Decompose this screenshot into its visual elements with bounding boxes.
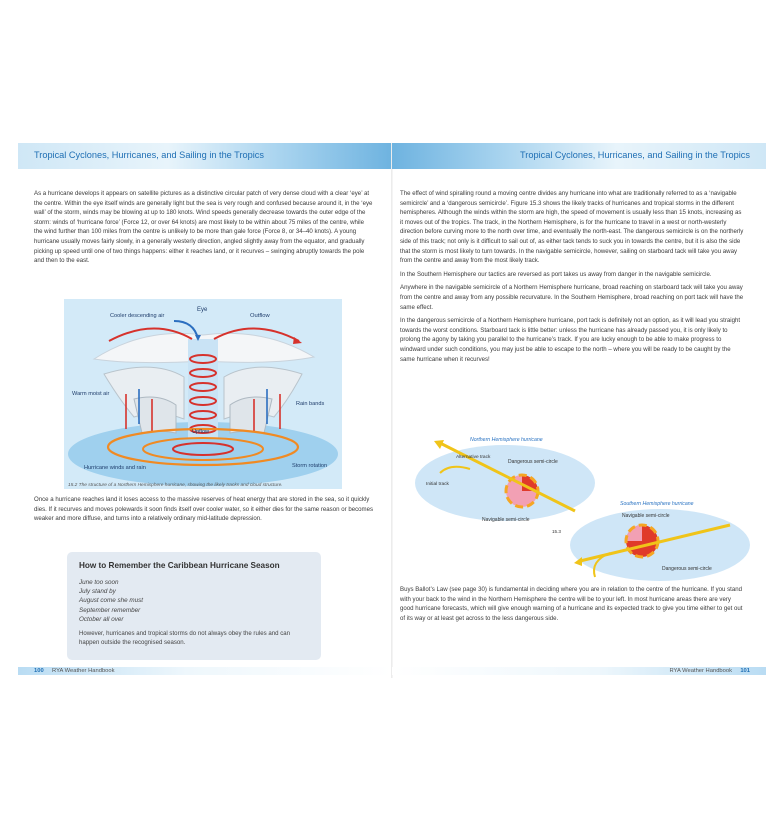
poem-line: August come she must	[79, 597, 144, 605]
right-paragraphs	[400, 189, 746, 368]
box-title: How to Remember the Caribbean Hurricane Season	[79, 561, 280, 570]
page-number: 101	[740, 668, 750, 674]
paragraph-text: In the dangerous semicircle of a Northern Hemisphere hurricane, port tack is definitely not an option, as it will lead you straight towards the worst conditions. Starboard tack is little better: unless the hurricane has already passed you, it is only likely to prolong the agony by taking you parallel to the hurricane’s track. If you are lucky enough to be able to make progress to windward under such conditions, you may just be able to escape to the north – where you will be ready to be caught by the same hurricane when it recurves!	[400, 317, 741, 363]
label-dangerous-nh: Dangerous semi-circle	[508, 459, 558, 465]
left-paragraph-1	[34, 189, 374, 270]
right-page	[392, 143, 766, 678]
right-header-title: Tropical Cyclones, Hurricanes, and Sailing in the Tropics	[520, 150, 750, 160]
label-initial-track: Initial track	[426, 482, 449, 487]
label-navigable-sh: Navigable semi-circle	[622, 513, 670, 519]
page-number: 100	[34, 668, 44, 674]
book-spread	[18, 143, 766, 678]
tracks-illustration	[410, 433, 756, 583]
mnemonic-poem	[79, 578, 143, 624]
hurricane-structure-illustration	[64, 299, 342, 489]
poem-line: June too soon	[79, 579, 119, 586]
left-footer	[18, 665, 392, 676]
left-header-title: Tropical Cyclones, Hurricanes, and Sailing in the Tropics	[34, 150, 264, 160]
right-last-paragraph	[400, 585, 746, 627]
right-footer	[392, 665, 766, 676]
paragraph-text: Buys Ballot’s Law (see page 30) is fundamental in deciding where you are in relation to the centre of the hurricane. If you stand with your back to the wind in the Northern Hemisphere the centre will be to your left. In most hurricane areas there are very good hurricane forecasts, which will give enough warning of a hurricane and its expected track to give you time either to get out of its way or at least get across to the less dangerous side.	[400, 586, 743, 622]
label-alternative-track: Alternative track	[456, 455, 491, 460]
right-header-banner	[392, 143, 766, 169]
poem-line: October all over	[79, 615, 124, 623]
label-dangerous-sh: Dangerous semi-circle	[662, 566, 712, 572]
paragraph-text: Anywhere in the navigable semicircle of a Northern Hemisphere hurricane, broad reaching on starboard tack will take you away from the centre and away from any possible recurvature. In the Southern Hemisphere, broad reaching on port tack will have the same effect.	[400, 284, 744, 311]
sh-storm-icon	[626, 525, 658, 557]
footer-title: RYA Weather Handbook	[669, 668, 732, 674]
label-warm-moist-air: Warm moist air	[72, 391, 110, 397]
poem-line: September remember	[79, 606, 141, 614]
label-nh-title: Northern Hemisphere hurricane	[470, 437, 543, 443]
label-cooler-descending-air: Cooler descending air	[110, 313, 165, 319]
paragraph-text: The effect of wind spiralling round a moving centre divides any hurricane into what are traditionally referred to as a ‘navigable semicircle’ and a ‘dangerous semicircle’. Figure 15.3 shows the likely tracks of hurricanes and tropical storms in the different hemispheres. Although the winds within the storm are high, the speed of movement is usually less than 15 knots, increasing as it moves out of the tropics. The track, in the Northern Hemisphere, is for the hurricane to travel in a west or north-westerly direction before curving more to the north over time, and eventually the north-east. The dangerous semicircle is on the northerly side of this track; not only is it difficult to sail out of, as either tack tends to suck you in towards the centre, but it is also the side that the storm is most likely to turn towards. In the navigable semicircle, however, sailing on starboard tack will take you away from the centre and away from the most likely track.	[400, 190, 744, 265]
label-outflow: Outflow	[250, 313, 270, 319]
hurricane-tracks-diagram	[410, 433, 756, 583]
figure-number: 15.3	[552, 529, 561, 534]
box-note: However, hurricanes and tropical storms do not always obey the rules and can happen outside the recognised season.	[79, 630, 291, 647]
left-page	[18, 143, 392, 678]
footer-title: RYA Weather Handbook	[52, 668, 115, 674]
label-storm-rotation: Storm rotation	[292, 463, 328, 469]
season-mnemonic-box	[67, 552, 321, 660]
paragraph-text: Once a hurricane reaches land it loses access to the massive reserves of heat energy that are stored in the sea, so it quickly dies. If it recurves and moves polewards it soon finds itself over cooler water, so it either dies for the same reason or becomes weaker and more diffuse, and turns into a relatively ordinary mid-latitude depression.	[34, 496, 374, 523]
label-eye: Eye	[197, 307, 208, 313]
hurricane-structure-figure	[64, 299, 342, 489]
paragraph-text: As a hurricane develops it appears on satellite pictures as a distinctive circular patch of very dense cloud with a clear ‘eye’ at the centre. Within the eye itself winds are generally light but the sea is very rough and confused because around it, in the ‘eye wall’ of the storm, winds may be blowing at up to 180 knots. Wind speeds generally decrease towards the outer edge of the storm: winds of ‘hurricane force’ (Force 12, or over 64 knots) are most likely to be within about 75 miles of the centre, while the wind further than 100 miles from the centre is unlikely to be more than gale force (Force 8, or 34–40 knots). A young hurricane usually moves fairly slowly, in a generally westerly direction, angled slightly away from the equator, and gradually picking up speed until one of two things happens: either it reaches land, or it recurves – swinging abruptly towards the pole and then to the east.	[34, 190, 373, 265]
label-upflow: Upflow	[192, 429, 210, 435]
label-rain-bands: Rain bands	[296, 401, 325, 407]
paragraph-text: In the Southern Hemisphere our tactics are reversed as port takes us away from danger in the navigable semicircle.	[400, 270, 712, 278]
label-sh-title: Southern Hemisphere hurricane	[620, 501, 694, 507]
left-header-banner	[18, 143, 392, 169]
poem-line: July stand by	[79, 588, 116, 596]
left-paragraph-2	[34, 495, 374, 528]
label-hurricane-winds: Hurricane winds and rain	[84, 465, 146, 471]
label-navigable-nh: Navigable semi-circle	[482, 517, 530, 523]
figure-caption: 15.2 The structure of a Northern Hemisphere hurricane, showing the likely tracks and cloud structure.	[68, 483, 283, 488]
